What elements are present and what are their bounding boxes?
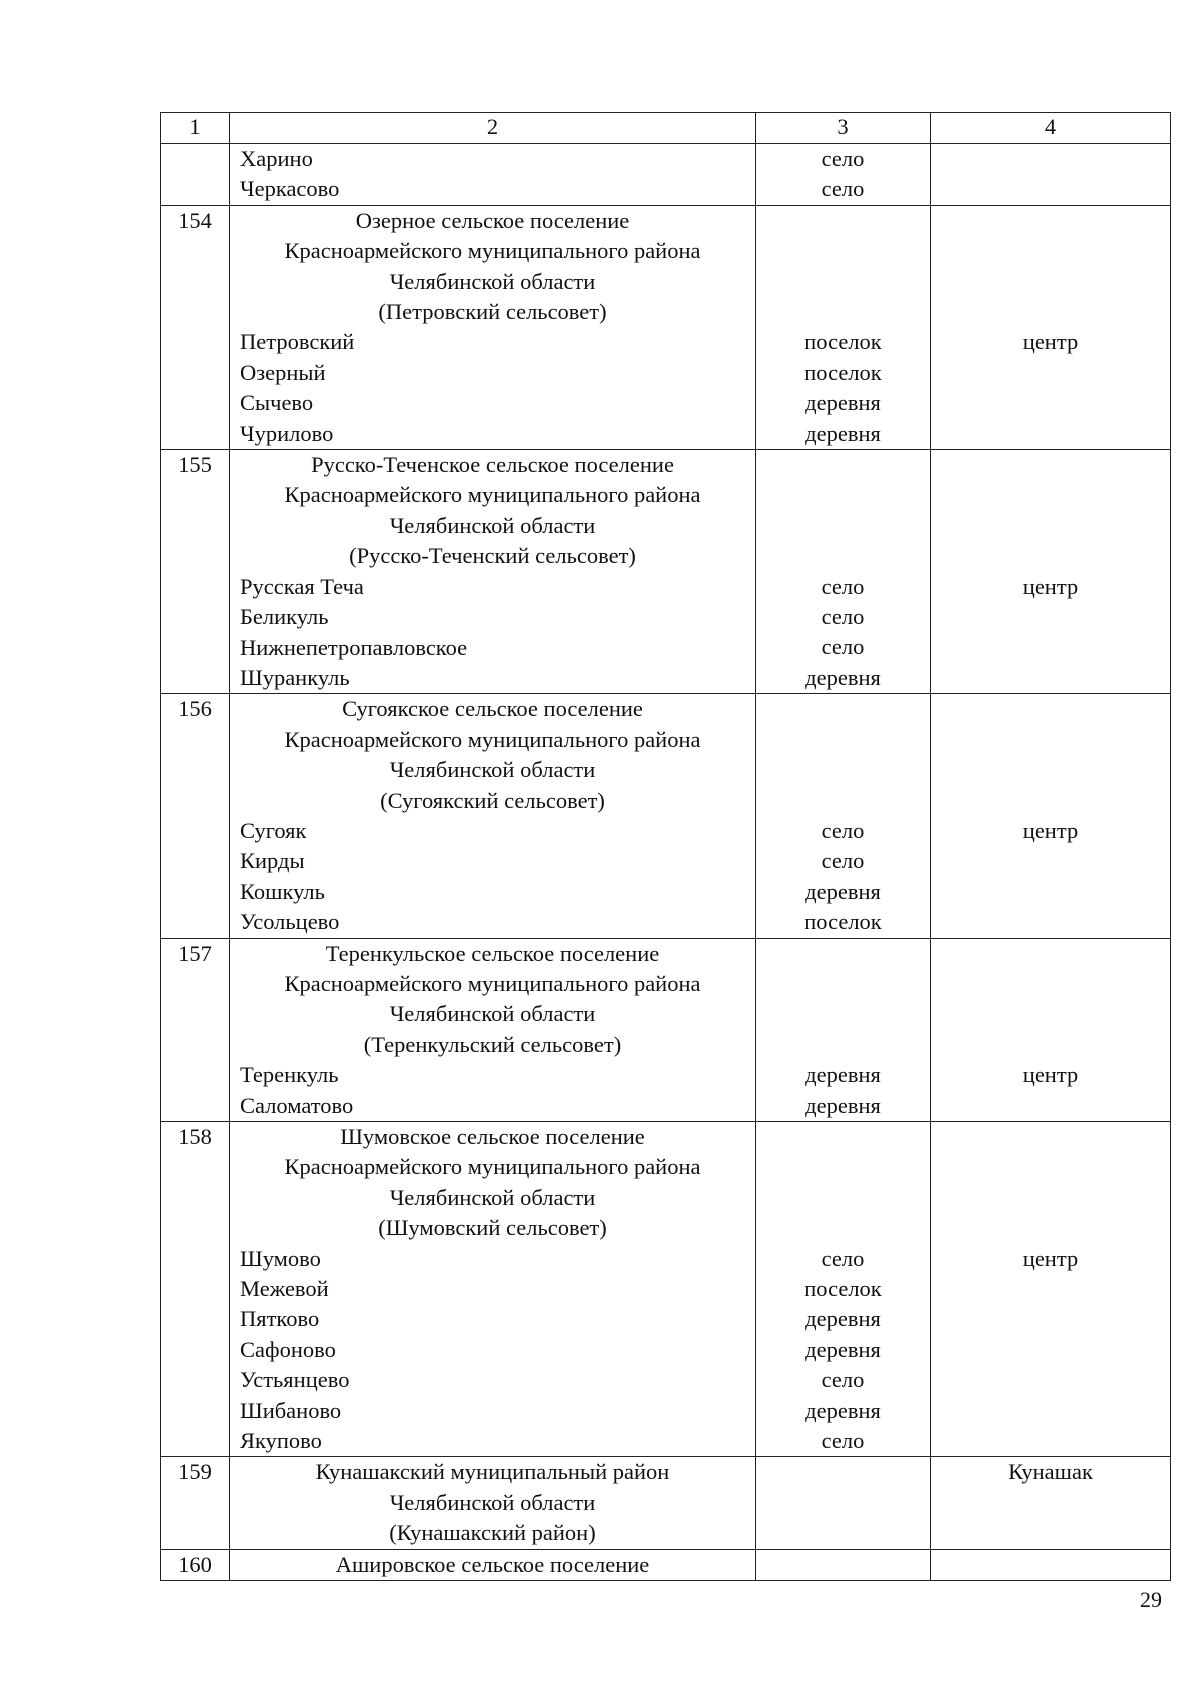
blank-line [931, 1426, 1170, 1456]
place-type: деревня [805, 664, 881, 690]
settlement-type-cell [756, 1457, 931, 1549]
page-number: 29 [1140, 1587, 1162, 1612]
row-number-cell: 159 [161, 1457, 230, 1549]
place-type: село [821, 573, 865, 599]
blank-line [756, 541, 930, 571]
blank-line [931, 846, 1170, 876]
blank-line [931, 358, 1170, 388]
place-note: центр [1022, 329, 1079, 355]
entity-title-line: Красноармейского муниципального района [284, 726, 701, 752]
place-name: Межевой [240, 1276, 329, 1302]
place-type: село [821, 634, 865, 660]
blank-line [931, 1274, 1170, 1304]
place-name: Петровский [240, 329, 355, 355]
blank-line [931, 297, 1170, 327]
blank-line [931, 541, 1170, 571]
blank-line [931, 1091, 1170, 1121]
blank-line [756, 480, 930, 510]
settlement-note-cell [931, 938, 1171, 1121]
blank-line [756, 236, 930, 266]
place-name: Озерный [240, 359, 326, 385]
blank-line [931, 450, 1170, 480]
entity-title-line: (Русско-Теченский сельсовет) [349, 543, 636, 569]
blank-line [756, 1550, 930, 1580]
blank-line [931, 694, 1170, 724]
entity-title-line: Ашировское сельское поселение [335, 1551, 650, 1577]
settlement-note-cell [931, 694, 1171, 938]
row-number-cell: 157 [161, 938, 230, 1121]
blank-line [756, 694, 930, 724]
table-row [161, 1457, 1171, 1549]
entity-title-line: Красноармейского муниципального района [284, 238, 701, 264]
blank-line [756, 1518, 930, 1548]
entity-title-line: Озерное сельское поселение [355, 207, 630, 233]
blank-line [756, 450, 930, 480]
blank-line [931, 999, 1170, 1029]
settlement-note-cell [931, 1457, 1171, 1549]
entity-title-line: Русско-Теченское сельское поселение [311, 452, 674, 478]
place-type: деревня [805, 420, 881, 446]
blank-line [756, 725, 930, 755]
blank-line [931, 419, 1170, 449]
place-name: Кирды [240, 848, 305, 874]
place-note: центр [1022, 1245, 1079, 1271]
place-name: Кошкуль [240, 878, 325, 904]
blank-line [931, 206, 1170, 236]
settlement-type-cell [756, 205, 931, 449]
blank-line [756, 1122, 930, 1152]
header-cell-4: 4 [931, 113, 1171, 144]
place-type: деревня [805, 1092, 881, 1118]
table-row [161, 1122, 1171, 1457]
settlement-name-cell [230, 1122, 756, 1457]
blank-line [931, 1335, 1170, 1365]
place-name: Шибаново [240, 1397, 342, 1423]
place-name: Сугояк [240, 817, 307, 843]
entity-title-line: Челябинской области [389, 1184, 596, 1210]
blank-line [931, 1396, 1170, 1426]
blank-line [931, 939, 1170, 969]
place-name: Черкасово [240, 176, 340, 202]
blank-line [756, 511, 930, 541]
entity-title-line: Шумовское сельское поселение [340, 1124, 645, 1149]
entity-title-line: Красноармейского муниципального района [284, 970, 701, 996]
blank-line [931, 1152, 1170, 1182]
entity-title-line: (Шумовский сельсовет) [378, 1215, 607, 1241]
settlement-type-cell [756, 938, 931, 1121]
place-note: центр [1022, 817, 1079, 843]
header-cell-1: 1 [161, 113, 230, 144]
blank-line [756, 1030, 930, 1060]
place-name: Сычево [240, 390, 314, 416]
blank-line [931, 632, 1170, 662]
blank-line [931, 907, 1170, 937]
place-type: село [821, 604, 865, 630]
blank-line [931, 785, 1170, 815]
settlement-name-cell [230, 450, 756, 694]
blank-line [931, 1122, 1170, 1152]
blank-line [931, 1550, 1170, 1580]
row-number-cell: 154 [161, 205, 230, 449]
blank-line [931, 1488, 1170, 1518]
table-row [161, 144, 1171, 206]
place-type: село [821, 1367, 865, 1393]
settlement-name-cell [230, 205, 756, 449]
settlement-type-cell [756, 694, 931, 938]
table-row [161, 938, 1171, 1121]
blank-line [931, 877, 1170, 907]
row-number-cell: 155 [161, 450, 230, 694]
table-row [161, 1549, 1171, 1580]
settlements-table [160, 112, 1171, 1581]
blank-line [931, 388, 1170, 418]
settlement-name-cell [230, 144, 756, 206]
blank-line [931, 1304, 1170, 1334]
place-type: деревня [805, 1306, 881, 1332]
row-number-cell: 160 [161, 1549, 230, 1580]
blank-line [756, 206, 930, 236]
place-type: поселок [804, 329, 882, 355]
row-number-cell: 158 [161, 1122, 230, 1457]
blank-line [756, 1457, 930, 1487]
entity-title-line: Теренкульское сельское поселение [325, 940, 660, 966]
place-note [931, 174, 1170, 204]
entity-title-line: (Кунашакский район) [389, 1520, 596, 1546]
place-name: Шуранкуль [240, 664, 350, 690]
place-note: центр [1022, 1062, 1079, 1088]
place-type: село [821, 1245, 865, 1271]
place-type: поселок [804, 1275, 882, 1301]
settlement-note-cell [931, 205, 1171, 449]
place-type: поселок [804, 359, 882, 385]
entity-title-line: (Петровский сельсовет) [378, 299, 607, 325]
entity-title-line: Кунашакский муниципальный район [315, 1459, 670, 1485]
blank-line [931, 236, 1170, 266]
settlement-type-cell [756, 144, 931, 206]
place-name: Теренкуль [240, 1062, 339, 1088]
place-name: Харино [240, 146, 313, 171]
entity-center: Кунашак [1008, 1459, 1093, 1485]
place-type: деревня [805, 1397, 881, 1423]
blank-line [756, 999, 930, 1029]
place-type: деревня [805, 1062, 881, 1088]
place-name: Устьянцево [240, 1367, 350, 1393]
blank-line [931, 267, 1170, 297]
entity-title-line: Челябинской области [389, 1001, 596, 1027]
blank-line [931, 1183, 1170, 1213]
blank-line [756, 939, 930, 969]
blank-line [931, 725, 1170, 755]
blank-line [756, 1183, 930, 1213]
blank-line [756, 267, 930, 297]
place-name: Шумово [240, 1245, 321, 1271]
settlement-note-cell [931, 1549, 1171, 1580]
table-row [161, 694, 1171, 938]
blank-line [931, 602, 1170, 632]
blank-line [756, 297, 930, 327]
place-type: деревня [805, 1336, 881, 1362]
row-number-cell [161, 144, 230, 206]
entity-title-line: (Сугоякский сельсовет) [380, 787, 605, 813]
blank-line [756, 755, 930, 785]
blank-line [931, 1213, 1170, 1243]
place-name: Саломатово [240, 1092, 354, 1118]
settlement-note-cell [931, 144, 1171, 206]
blank-line [931, 663, 1170, 693]
place-type: село [821, 176, 865, 202]
entity-title-line: Красноармейского муниципального района [284, 1154, 701, 1180]
settlement-name-cell [230, 938, 756, 1121]
entity-title-line: Челябинской области [389, 268, 596, 294]
settlement-name-cell [230, 1457, 756, 1549]
settlement-name-cell [230, 694, 756, 938]
place-name: Нижнепетропавловское [240, 634, 468, 660]
place-type: село [821, 817, 865, 843]
place-name: Чурилово [240, 420, 334, 446]
settlement-note-cell [931, 1122, 1171, 1457]
entity-title-line: Челябинской области [389, 1489, 596, 1515]
settlement-note-cell [931, 450, 1171, 694]
entity-title-line: Челябинской области [389, 757, 596, 783]
blank-line [931, 511, 1170, 541]
header-cell-2: 2 [230, 113, 756, 144]
entity-title-line: Красноармейского муниципального района [284, 482, 701, 508]
place-name: Пятково [240, 1306, 320, 1332]
table-row [161, 450, 1171, 694]
place-note [931, 144, 1170, 174]
place-name: Усольцево [240, 909, 340, 935]
place-type: деревня [805, 878, 881, 904]
place-type: село [821, 146, 865, 171]
table-row [161, 205, 1171, 449]
blank-line [756, 1213, 930, 1243]
blank-line [756, 969, 930, 999]
table-header-row [161, 113, 1171, 144]
place-type: деревня [805, 390, 881, 416]
row-number-cell: 156 [161, 694, 230, 938]
settlement-type-cell [756, 450, 931, 694]
blank-line [931, 969, 1170, 999]
place-type: поселок [804, 909, 882, 935]
blank-line [931, 480, 1170, 510]
blank-line [931, 755, 1170, 785]
place-name: Сафоново [240, 1336, 336, 1362]
place-type: село [821, 1428, 865, 1453]
entity-title-line: Сугоякское сельское поселение [342, 696, 643, 722]
blank-line [756, 785, 930, 815]
settlement-name-cell [230, 1549, 756, 1580]
blank-line [756, 1152, 930, 1182]
place-note: центр [1022, 573, 1079, 599]
place-name: Русская Теча [240, 573, 364, 599]
settlement-type-cell [756, 1122, 931, 1457]
blank-line [931, 1518, 1170, 1548]
place-name: Беликуль [240, 604, 329, 630]
place-name: Якупово [240, 1428, 322, 1454]
place-type: село [821, 848, 865, 874]
blank-line [931, 1030, 1170, 1060]
blank-line [931, 1365, 1170, 1395]
entity-title-line: (Теренкульский сельсовет) [363, 1031, 622, 1057]
header-cell-3: 3 [756, 113, 931, 144]
blank-line [756, 1488, 930, 1518]
settlement-type-cell [756, 1549, 931, 1580]
entity-title-line: Челябинской области [389, 512, 596, 538]
